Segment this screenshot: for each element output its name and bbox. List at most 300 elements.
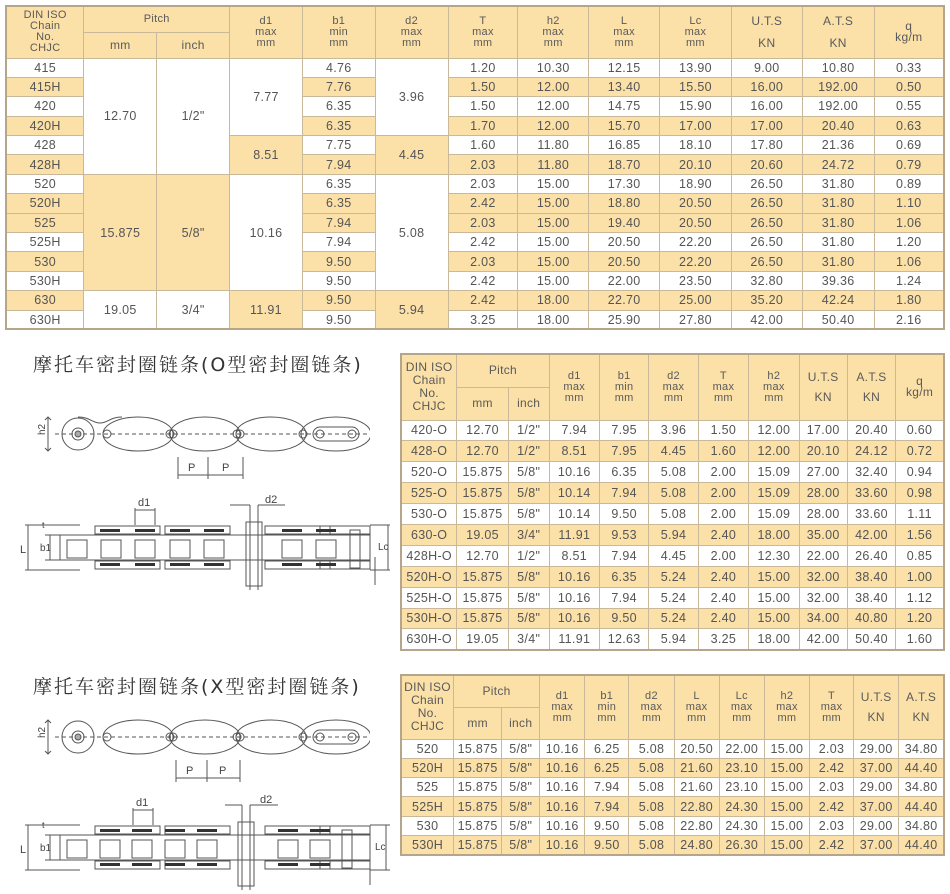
table-row <box>401 524 944 545</box>
pitch-mm-cell: 19.05 <box>84 291 157 330</box>
value-cell: 21.60 <box>674 778 719 797</box>
value-cell: 15.875 <box>457 608 509 629</box>
value-cell: 5/8" <box>502 835 540 854</box>
header-d1: d1 max mm <box>549 354 599 420</box>
value-cell: 10.16 <box>540 778 585 797</box>
p-label: P <box>219 765 227 777</box>
value-cell: 2.03 <box>810 778 854 797</box>
table-row: 415H 7.76 1.50 12.00 13.40 15.50 16.00 192.00 0.50 <box>6 77 944 96</box>
chain-no-cell: 525H-O <box>401 587 457 608</box>
table-row: 428H 7.94 2.03 11.80 18.70 20.10 20.60 24.72 0.79 <box>6 155 944 174</box>
d2-label: d2 <box>265 494 278 506</box>
table-row <box>401 483 944 504</box>
value-cell: 5.08 <box>649 483 698 504</box>
header-pitch-inch: inch <box>502 707 540 739</box>
chain-no-cell: 525H <box>401 797 454 816</box>
value-cell: 42.00 <box>799 629 847 650</box>
header-T: T max mm <box>448 6 518 58</box>
header-pitch-inch: inch <box>508 387 549 420</box>
value-cell: 18.00 <box>749 524 799 545</box>
h2-label: h2 <box>37 423 48 435</box>
value-cell: 40.80 <box>847 608 895 629</box>
value-cell: 24.30 <box>719 797 764 816</box>
table-row: 520 15.875 5/8" 10.16 6.35 5.08 2.03 15.00 17.30 18.90 26.50 31.80 0.89 <box>6 174 944 193</box>
header-chain-no: DIN ISO Chain No. CHJC <box>6 6 84 58</box>
header-uts: U.T.S KN <box>799 354 847 420</box>
value-cell: 10.16 <box>549 608 599 629</box>
pitch-inch-cell: 5/8" <box>157 174 230 290</box>
value-cell: 5/8" <box>508 483 549 504</box>
value-cell: 15.875 <box>454 739 502 758</box>
value-cell: 34.80 <box>899 778 944 797</box>
value-cell: 2.42 <box>810 758 854 777</box>
header-chain-no: DIN ISO Chain No. CHJC <box>401 354 457 420</box>
header-b1: b1 min mm <box>302 6 375 58</box>
table-row <box>401 504 944 525</box>
table-row: 530H 9.50 2.42 15.00 22.00 23.50 32.80 39.36 1.24 <box>6 271 944 290</box>
value-cell: 18.00 <box>749 629 799 650</box>
value-cell: 10.16 <box>549 587 599 608</box>
table-row: 420H 6.35 1.70 12.00 15.70 17.00 17.00 20.40 0.63 <box>6 116 944 135</box>
d1-label: d1 <box>136 797 149 809</box>
value-cell: 8.51 <box>549 441 599 462</box>
d1-cell: 7.77 <box>230 58 303 136</box>
value-cell: 10.14 <box>549 483 599 504</box>
value-cell: 2.40 <box>698 524 748 545</box>
value-cell: 2.40 <box>698 566 748 587</box>
value-cell: 12.70 <box>457 441 509 462</box>
value-cell: 12.00 <box>749 441 799 462</box>
chain-no-cell: 530H-O <box>401 608 457 629</box>
value-cell: 12.70 <box>457 420 509 441</box>
value-cell: 0.94 <box>896 462 944 483</box>
value-cell: 5/8" <box>502 758 540 777</box>
value-cell: 7.94 <box>549 420 599 441</box>
value-cell: 5.94 <box>649 524 698 545</box>
value-cell: 44.40 <box>899 758 944 777</box>
value-cell: 10.16 <box>540 816 585 835</box>
value-cell: 15.875 <box>457 504 509 525</box>
header-Lc: Lc max mm <box>660 6 732 58</box>
value-cell: 1.00 <box>896 566 944 587</box>
p-label: P <box>222 462 230 474</box>
value-cell: 4.45 <box>649 545 698 566</box>
value-cell: 22.80 <box>674 797 719 816</box>
value-cell: 1/2" <box>508 420 549 441</box>
value-cell: 7.94 <box>585 778 629 797</box>
value-cell: 7.94 <box>599 587 648 608</box>
value-cell: 17.00 <box>799 420 847 441</box>
table-row <box>401 835 944 854</box>
header-T: T max mm <box>810 675 854 739</box>
d1-cell: 10.16 <box>230 174 303 290</box>
table-row <box>401 566 944 587</box>
pitch-inch-cell: 3/4" <box>157 291 230 330</box>
Lc-label: Lc <box>378 542 389 553</box>
value-cell: 22.00 <box>799 545 847 566</box>
value-cell: 1.60 <box>698 441 748 462</box>
value-cell: 37.00 <box>854 835 899 854</box>
value-cell: 5/8" <box>502 778 540 797</box>
table-row <box>401 797 944 816</box>
value-cell: 32.40 <box>847 462 895 483</box>
value-cell: 2.40 <box>698 587 748 608</box>
value-cell: 15.875 <box>454 758 502 777</box>
value-cell: 5/8" <box>502 739 540 758</box>
chain-no-cell: 525-O <box>401 483 457 504</box>
value-cell: 0.60 <box>896 420 944 441</box>
value-cell: 24.12 <box>847 441 895 462</box>
value-cell: 2.03 <box>810 816 854 835</box>
value-cell: 37.00 <box>854 797 899 816</box>
value-cell: 5.08 <box>629 758 674 777</box>
value-cell: 5/8" <box>508 608 549 629</box>
value-cell: 19.05 <box>457 629 509 650</box>
d1-label: d1 <box>138 497 151 509</box>
table-row <box>401 758 944 777</box>
header-h2: h2 max mm <box>764 675 809 739</box>
value-cell: 10.14 <box>549 504 599 525</box>
value-cell: 19.05 <box>457 524 509 545</box>
L-label: L <box>20 544 27 556</box>
value-cell: 23.10 <box>719 758 764 777</box>
header-d2: d2 max mm <box>375 6 448 58</box>
L-label: L <box>20 844 27 856</box>
value-cell: 8.51 <box>549 545 599 566</box>
value-cell: 2.00 <box>698 462 748 483</box>
value-cell: 15.875 <box>457 587 509 608</box>
value-cell: 1/2" <box>508 441 549 462</box>
value-cell: 20.40 <box>847 420 895 441</box>
value-cell: 44.40 <box>899 835 944 854</box>
header-h2: h2 max mm <box>518 6 589 58</box>
p-label: P <box>188 462 196 474</box>
value-cell: 15.00 <box>764 778 809 797</box>
value-cell: 27.00 <box>799 462 847 483</box>
value-cell: 6.35 <box>599 566 648 587</box>
value-cell: 29.00 <box>854 778 899 797</box>
value-cell: 5.08 <box>629 816 674 835</box>
value-cell: 3.25 <box>698 629 748 650</box>
value-cell: 15.09 <box>749 504 799 525</box>
header-pitch: Pitch <box>457 354 549 387</box>
value-cell: 15.00 <box>764 835 809 854</box>
value-cell: 15.875 <box>454 835 502 854</box>
value-cell: 1/2" <box>508 545 549 566</box>
x-ring-chain-spec-table <box>400 674 945 856</box>
value-cell: 26.30 <box>719 835 764 854</box>
value-cell: 1.20 <box>896 608 944 629</box>
chain-no-cell: 525 <box>401 778 454 797</box>
value-cell: 4.45 <box>649 441 698 462</box>
value-cell: 5.24 <box>649 608 698 629</box>
value-cell: 38.40 <box>847 587 895 608</box>
value-cell: 15.09 <box>749 462 799 483</box>
value-cell: 0.85 <box>896 545 944 566</box>
chain-no-cell: 530H <box>401 835 454 854</box>
value-cell: 2.40 <box>698 608 748 629</box>
value-cell: 42.00 <box>847 524 895 545</box>
table-row <box>401 739 944 758</box>
table-row <box>401 778 944 797</box>
value-cell: 15.875 <box>454 797 502 816</box>
header-L: L max mm <box>674 675 719 739</box>
value-cell: 10.16 <box>549 462 599 483</box>
value-cell: 12.30 <box>749 545 799 566</box>
value-cell: 33.60 <box>847 483 895 504</box>
value-cell: 21.60 <box>674 758 719 777</box>
value-cell: 1.60 <box>896 629 944 650</box>
header-q: q kg/m <box>874 6 944 58</box>
value-cell: 37.00 <box>854 758 899 777</box>
value-cell: 15.875 <box>457 462 509 483</box>
table-row <box>401 545 944 566</box>
value-cell: 15.875 <box>454 778 502 797</box>
value-cell: 5.24 <box>649 587 698 608</box>
value-cell: 5.08 <box>629 835 674 854</box>
h2-label: h2 <box>37 726 48 738</box>
value-cell: 1.12 <box>896 587 944 608</box>
value-cell: 3.96 <box>649 420 698 441</box>
value-cell: 2.42 <box>810 835 854 854</box>
chain-no-cell: 520H-O <box>401 566 457 587</box>
value-cell: 20.50 <box>674 739 719 758</box>
value-cell: 5/8" <box>508 587 549 608</box>
value-cell: 32.00 <box>799 566 847 587</box>
value-cell: 5.94 <box>649 629 698 650</box>
pitch-mm-cell: 12.70 <box>84 58 157 174</box>
table-row: 428 8.51 7.75 4.45 1.60 11.80 16.85 18.10 17.80 21.36 0.69 <box>6 136 944 155</box>
chain-top-view-diagram-x <box>20 790 390 890</box>
value-cell: 1.11 <box>896 504 944 525</box>
value-cell: 3/4" <box>508 629 549 650</box>
value-cell: 15.00 <box>764 797 809 816</box>
value-cell: 22.00 <box>719 739 764 758</box>
header-Lc: Lc max mm <box>719 675 764 739</box>
p-label: P <box>186 765 194 777</box>
value-cell: 9.50 <box>599 608 648 629</box>
value-cell: 6.25 <box>585 758 629 777</box>
value-cell: 38.40 <box>847 566 895 587</box>
header-d1: d1 max mm <box>540 675 585 739</box>
chain-no-cell: 428-O <box>401 441 457 462</box>
chain-no-cell: 630-O <box>401 524 457 545</box>
value-cell: 7.94 <box>599 545 648 566</box>
value-cell: 9.50 <box>599 504 648 525</box>
chain-no-cell: 520-O <box>401 462 457 483</box>
header-uts: U.T.S KN <box>731 6 802 58</box>
value-cell: 7.95 <box>599 441 648 462</box>
value-cell: 29.00 <box>854 816 899 835</box>
value-cell: 5.08 <box>629 739 674 758</box>
table-row <box>401 629 944 650</box>
header-ats: A.T.S KN <box>899 675 944 739</box>
header-pitch-mm: mm <box>454 707 502 739</box>
value-cell: 7.94 <box>585 797 629 816</box>
value-cell: 34.00 <box>799 608 847 629</box>
value-cell: 15.00 <box>749 587 799 608</box>
chain-no-cell: 530 <box>401 816 454 835</box>
value-cell: 50.40 <box>847 629 895 650</box>
value-cell: 2.42 <box>810 797 854 816</box>
standard-chain-spec-table <box>5 5 945 330</box>
value-cell: 22.80 <box>674 816 719 835</box>
header-pitch-inch: inch <box>157 32 230 58</box>
d2-cell: 5.94 <box>375 291 448 330</box>
value-cell: 9.53 <box>599 524 648 545</box>
value-cell: 15.00 <box>749 566 799 587</box>
table-row: 525H 7.94 2.42 15.00 20.50 22.20 26.50 31.80 1.20 <box>6 233 944 252</box>
chain-no-cell: 530-O <box>401 504 457 525</box>
value-cell: 5.08 <box>629 778 674 797</box>
value-cell: 11.91 <box>549 629 599 650</box>
chain-no-cell: 520 <box>401 739 454 758</box>
value-cell: 10.16 <box>540 797 585 816</box>
d1-cell: 11.91 <box>230 291 303 330</box>
b1-label: b1 <box>40 543 52 554</box>
header-L: L max mm <box>589 6 660 58</box>
table-row <box>401 441 944 462</box>
value-cell: 10.16 <box>549 566 599 587</box>
value-cell: 5.08 <box>629 797 674 816</box>
value-cell: 2.00 <box>698 483 748 504</box>
value-cell: 5/8" <box>508 566 549 587</box>
t-label: t <box>42 520 45 530</box>
table-row <box>401 816 944 835</box>
chain-top-view-diagram-o <box>20 490 390 590</box>
value-cell: 5.08 <box>649 462 698 483</box>
header-chain-no: DIN ISO Chain No. CHJC <box>401 675 454 739</box>
value-cell: 2.00 <box>698 504 748 525</box>
value-cell: 15.875 <box>454 816 502 835</box>
x-ring-chain-section-title: 摩托车密封圈链条(X型密封圈链条) <box>33 676 361 698</box>
t-label: t <box>42 820 45 830</box>
header-pitch-mm: mm <box>457 387 509 420</box>
value-cell: 12.70 <box>457 545 509 566</box>
value-cell: 35.00 <box>799 524 847 545</box>
header-uts: U.T.S KN <box>854 675 899 739</box>
value-cell: 10.16 <box>540 739 585 758</box>
header-d2: d2 max mm <box>629 675 674 739</box>
Lc-label: Lc <box>375 842 386 853</box>
chain-side-view-diagram-o <box>30 405 370 480</box>
value-cell: 1.50 <box>698 420 748 441</box>
table-row: 630H 9.50 3.25 18.00 25.90 27.80 42.00 50.40 2.16 <box>6 310 944 329</box>
chain-no-cell: 428H-O <box>401 545 457 566</box>
value-cell: 9.50 <box>585 835 629 854</box>
value-cell: 23.10 <box>719 778 764 797</box>
value-cell: 6.25 <box>585 739 629 758</box>
value-cell: 15.09 <box>749 483 799 504</box>
value-cell: 34.80 <box>899 816 944 835</box>
d1-cell: 8.51 <box>230 136 303 175</box>
header-pitch: Pitch <box>84 6 230 32</box>
value-cell: 15.00 <box>749 608 799 629</box>
value-cell: 12.63 <box>599 629 648 650</box>
chain-no-cell: 420-O <box>401 420 457 441</box>
value-cell: 7.95 <box>599 420 648 441</box>
value-cell: 15.00 <box>764 816 809 835</box>
value-cell: 5/8" <box>502 816 540 835</box>
table-row: 520H 6.35 2.42 15.00 18.80 20.50 26.50 31.80 1.10 <box>6 194 944 213</box>
value-cell: 28.00 <box>799 504 847 525</box>
value-cell: 2.03 <box>810 739 854 758</box>
header-ats: A.T.S KN <box>802 6 874 58</box>
table-row <box>401 420 944 441</box>
header-pitch: Pitch <box>454 675 540 707</box>
value-cell: 32.00 <box>799 587 847 608</box>
value-cell: 12.00 <box>749 420 799 441</box>
value-cell: 9.50 <box>585 816 629 835</box>
b1-label: b1 <box>40 843 52 854</box>
d2-cell: 5.08 <box>375 174 448 290</box>
value-cell: 10.16 <box>540 758 585 777</box>
header-b1: b1 min mm <box>585 675 629 739</box>
table-row: 530 9.50 2.03 15.00 20.50 22.20 26.50 31.80 1.06 <box>6 252 944 271</box>
value-cell: 1.56 <box>896 524 944 545</box>
table-row: 630 19.05 3/4" 11.91 9.50 5.94 2.42 18.00 22.70 25.00 35.20 42.24 1.80 <box>6 291 944 310</box>
value-cell: 11.91 <box>549 524 599 545</box>
value-cell: 28.00 <box>799 483 847 504</box>
table-row: 415 12.70 1/2" 7.77 4.76 3.96 1.20 10.30 12.15 13.90 9.00 10.80 0.33 <box>6 58 944 77</box>
value-cell: 5.08 <box>649 504 698 525</box>
value-cell: 20.10 <box>799 441 847 462</box>
value-cell: 15.875 <box>457 566 509 587</box>
o-ring-chain-spec-table <box>400 353 945 651</box>
header-pitch-mm: mm <box>84 32 157 58</box>
table-row <box>401 587 944 608</box>
value-cell: 5.24 <box>649 566 698 587</box>
value-cell: 44.40 <box>899 797 944 816</box>
value-cell: 5/8" <box>508 462 549 483</box>
chain-side-view-diagram-x <box>30 712 370 784</box>
header-h2: h2 max mm <box>749 354 799 420</box>
value-cell: 15.00 <box>764 739 809 758</box>
value-cell: 5/8" <box>502 797 540 816</box>
value-cell: 15.875 <box>457 483 509 504</box>
table-row <box>401 462 944 483</box>
table-row <box>401 608 944 629</box>
d2-cell: 3.96 <box>375 58 448 136</box>
o-ring-chain-section-title: 摩托车密封圈链条(O型密封圈链条) <box>33 354 363 376</box>
value-cell: 15.00 <box>764 758 809 777</box>
value-cell: 34.80 <box>899 739 944 758</box>
pitch-inch-cell: 1/2" <box>157 58 230 174</box>
value-cell: 0.72 <box>896 441 944 462</box>
value-cell: 29.00 <box>854 739 899 758</box>
value-cell: 24.30 <box>719 816 764 835</box>
header-ats: A.T.S KN <box>847 354 895 420</box>
table-row: 420 6.35 1.50 12.00 14.75 15.90 16.00 192.00 0.55 <box>6 97 944 116</box>
value-cell: 33.60 <box>847 504 895 525</box>
value-cell: 5/8" <box>508 504 549 525</box>
value-cell: 10.16 <box>540 835 585 854</box>
value-cell: 26.40 <box>847 545 895 566</box>
header-b1: b1 min mm <box>599 354 648 420</box>
value-cell: 7.94 <box>599 483 648 504</box>
value-cell: 0.98 <box>896 483 944 504</box>
header-T: T max mm <box>698 354 748 420</box>
header-d1: d1 max mm <box>230 6 303 58</box>
header-q: q kg/m <box>896 354 944 420</box>
value-cell: 3/4" <box>508 524 549 545</box>
table-row: 525 7.94 2.03 15.00 19.40 20.50 26.50 31.80 1.06 <box>6 213 944 232</box>
d2-label: d2 <box>260 794 273 806</box>
value-cell: 6.35 <box>599 462 648 483</box>
value-cell: 2.00 <box>698 545 748 566</box>
pitch-mm-cell: 15.875 <box>84 174 157 290</box>
chain-no-cell: 630H-O <box>401 629 457 650</box>
